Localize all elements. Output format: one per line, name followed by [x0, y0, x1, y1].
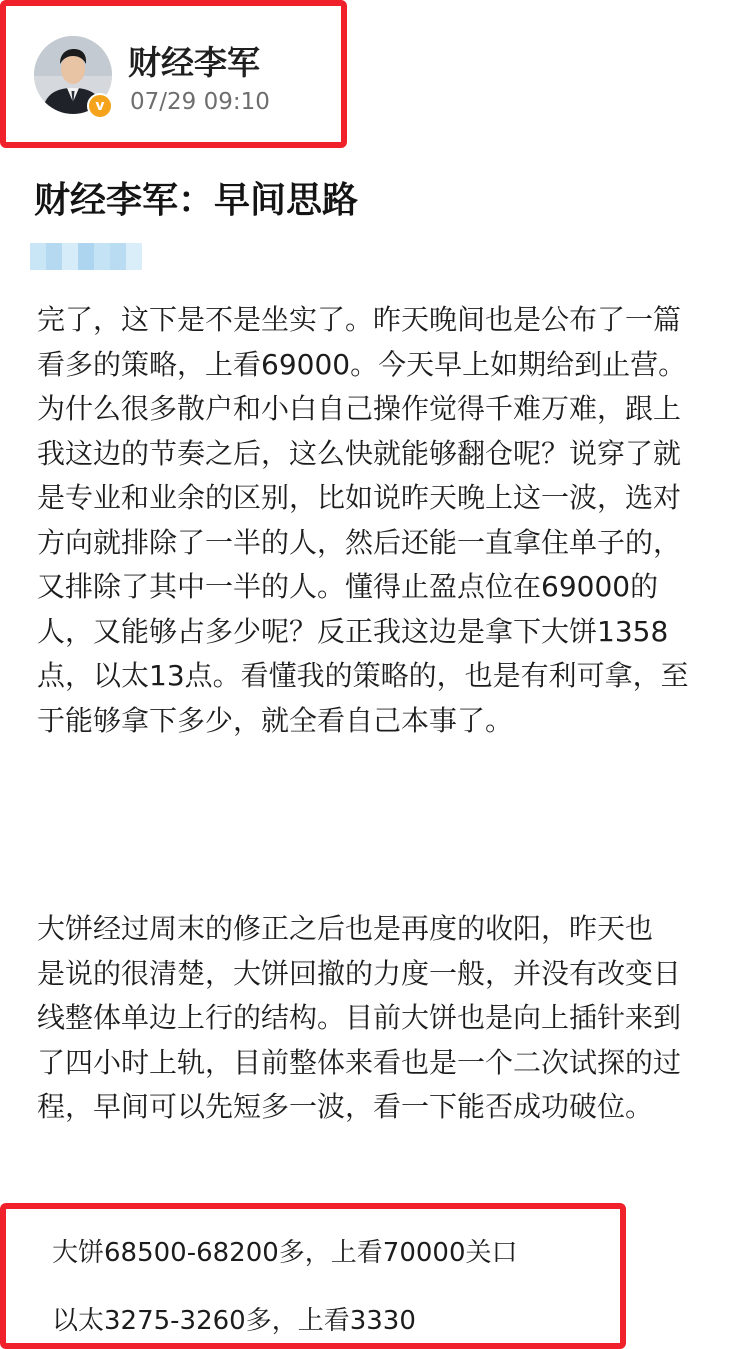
verified-badge-icon: v — [87, 93, 113, 119]
article-paragraph-2: 大饼经过周末的修正之后也是再度的收阳，昨天也 是说的很清楚，大饼回撤的力度一般，并没有改变日 线整体单边上行的结构。目前大饼也是向上插针来到 了四小时上轨，目前整体来看也是一个二次试探的过 程，早间可以先短多一波，看一下能否成功破位。 — [37, 912, 682, 1123]
article-title: 财经李军：早间思路 — [34, 180, 359, 221]
article-paragraph-1: 完了，这下是不是坐实了。昨天晚间也是公布了一篇 看多的策略，上看69000。今天早上如期给到止营。 为什么很多散户和小白自己操作觉得千难万难，跟上 我这边的节奏之后，这么快就能够翻仓呢？说穿了就 是专业和业余的区别，比如说昨天晚上这一波，选对 方向就排除了一半的人，然后还能一直拿住单子的， 又排除了其中一半的人。懂得止盈点位在69000的 人，又能够占多少呢？反正我这边是拿下大饼1358 点，以太13点。看懂我的策略的，也是有利可拿，至 于能够拿下多少，就全看自己本事了。 — [37, 303, 689, 737]
trade-line-btc: 大饼68500-68200多，上看70000关口 — [52, 1238, 518, 1268]
post-timestamp: 07/29 09:10 — [130, 89, 270, 115]
blurred-tag-image — [30, 243, 142, 270]
author-name[interactable]: 财经李军 — [128, 43, 260, 82]
trade-line-eth: 以太3275-3260多，上看3330 — [52, 1306, 416, 1336]
